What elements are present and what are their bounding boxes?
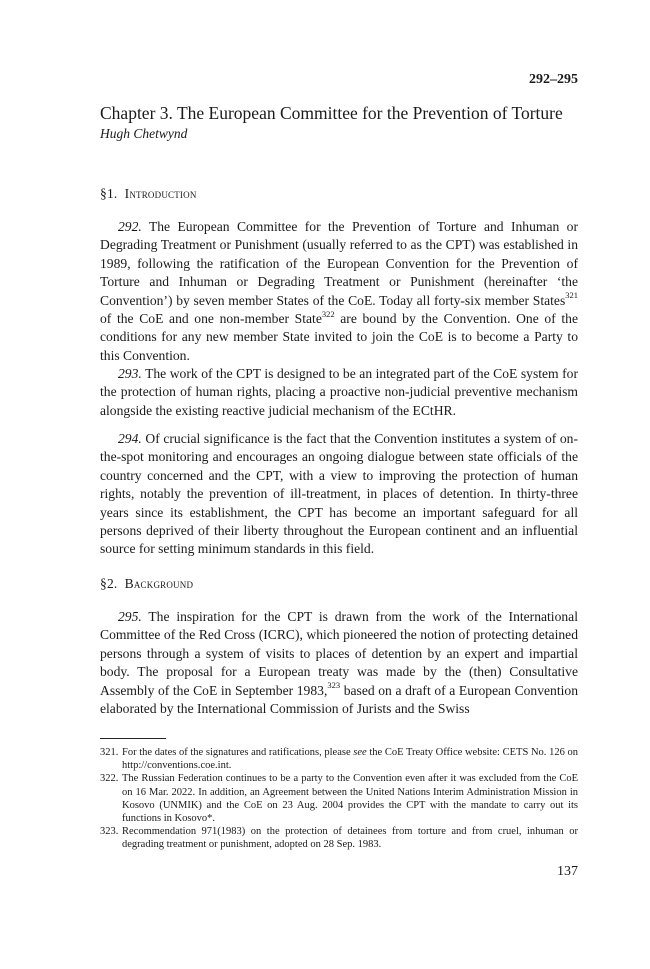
paragraph-text: The inspiration for the CPT is drawn from the work of the International Committee of the Red Cross (ICRC), which pioneered the notion of protecting detained persons through a system of visits to places of detention by an expert and impartial body. The proposal for a European treaty was made by the (then) Consultative Assembly of the CoE in September 1983,	[100, 609, 578, 698]
running-head: 292–295	[529, 72, 578, 87]
paragraph-number: 293.	[118, 366, 142, 381]
footnote-323	[100, 825, 578, 851]
paragraph-292	[100, 218, 578, 365]
paragraph-text: Of crucial significance is the fact that the Convention institutes a system of on-the-spot monitoring and encourages an ongoing dialogue between state officials of the country concerned and the CPT, with a view to improving the protection of human rights, notably the prevention of ill-treatment, in places of detention. In thirty-three years since its establishment, the CPT has become an important safeguard for all persons deprived of their liberty throughout the European continent and an influential source for setting minimum standards in this field.	[100, 431, 578, 557]
paragraph-293	[100, 365, 578, 420]
footnote-text	[122, 746, 578, 772]
section-title: Background	[124, 576, 194, 591]
paragraph-text: are bound by the Convention. One of the conditions for any new member State invited to join the CoE is to become a Party to this Convention.	[100, 311, 578, 363]
paragraph-number: 294.	[118, 431, 142, 446]
section-number: §2.	[100, 576, 118, 591]
paragraph-text: The work of the CPT is designed to be an integrated part of the CoE system for the protection of human rights, placing a proactive non-judicial preventive mechanism alongside the existing reactive judicial mechanism of the ECtHR.	[100, 366, 578, 418]
footnote-text-part: For the dates of the signatures and ratifications, please	[122, 747, 354, 758]
footnote-text: The Russian Federation continues to be a party to the Convention even after it was excluded from the CoE on 16 Mar. 2022. In addition, an Agreement between the United Nations Interim Administration Mission in Kosovo (UNMIK) and the CoE on 23 Aug. 2004 provides the CPT with the mandate to carry out its functions in Kosovo*.	[122, 773, 578, 825]
section-heading-background	[100, 576, 193, 592]
footnote-321	[100, 746, 578, 772]
footnote-number: 323.	[100, 826, 119, 838]
footnote-divider	[100, 738, 166, 739]
footnote-ref-322[interactable]: 322	[321, 308, 335, 319]
footnote-text-part: the CoE Treaty Office website: CETS No. 126 on http://conventions.coe.int.	[122, 747, 578, 772]
paragraph-text: based on a draft of a European Convention elaborated by the International Commission of Jurists and the Swiss	[100, 682, 579, 717]
page-number: 137	[557, 864, 578, 879]
document-page	[100, 0, 578, 969]
section-heading-introduction	[100, 186, 197, 202]
footnotes	[100, 746, 578, 852]
paragraph-number: 292.	[118, 219, 142, 234]
chapter-title: Chapter 3. The European Committee for the Prevention of Torture	[100, 103, 563, 123]
footnote-number: 322.	[100, 773, 119, 785]
paragraph-294	[100, 430, 578, 559]
footnote-emphasis: see	[353, 747, 367, 758]
section-number: §1.	[100, 186, 118, 201]
chapter-author: Hugh Chetwynd	[100, 126, 188, 141]
footnote-text: Recommendation 971(1983) on the protection of detainees from torture and from cruel, inhuman or degrading treatment or punishment, adopted on 28 Sep. 1983.	[122, 826, 578, 851]
footnote-number: 321.	[100, 747, 119, 758]
footnote-322	[100, 772, 578, 825]
footnote-ref-321[interactable]: 321	[565, 290, 578, 301]
paragraph-text: The European Committee for the Prevention of Torture and Inhuman or Degrading Treatment or Punishment (usually referred to as the CPT) was established in 1989, following the ratification of the European Convention for the Prevention of Torture and Inhuman or Degrading Treatment or Punishment (hereinafter ‘the Convention’) by seven member States of the CoE. Today all forty-six member States	[100, 219, 578, 308]
section-title: Introduction	[124, 186, 197, 201]
paragraph-text: of the CoE and one non-member State	[100, 311, 322, 327]
footnote-ref-323[interactable]: 323	[327, 680, 341, 691]
paragraph-number: 295.	[118, 609, 142, 624]
paragraph-295	[100, 608, 578, 718]
